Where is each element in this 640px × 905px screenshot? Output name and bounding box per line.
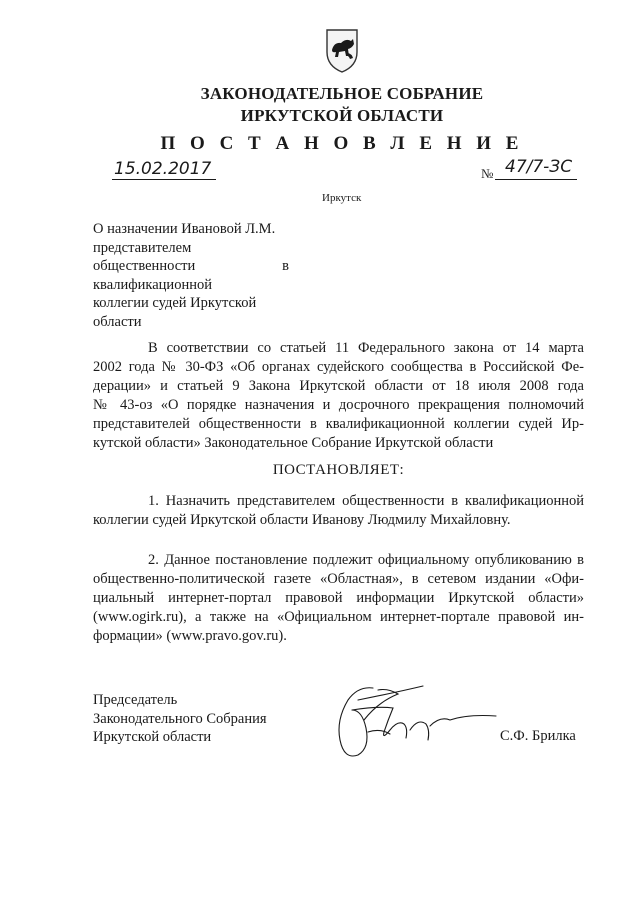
- number-sign: №: [481, 166, 494, 181]
- paragraph-line: циальный интернет-портал правовой информации Иркутской области»: [93, 590, 584, 606]
- document-date: 15.02.2017: [114, 159, 212, 179]
- paragraph-line: коллегии судей Иркутской области Иванову Людмилу Михайловну.: [93, 512, 511, 528]
- paragraph-line: 1. Назначить представителем общественности в квалификационной: [148, 493, 584, 509]
- subject-line: коллегии судей Иркутской: [93, 295, 257, 311]
- paragraph-line: кутской области» Законодательное Собрание Иркутской области: [93, 435, 494, 451]
- signatory-title-line: Председатель: [93, 692, 178, 708]
- number-underline: [495, 179, 577, 180]
- document-type-title: П О С Т А Н О В Л Е Н И Е: [160, 133, 524, 154]
- signatory-name: С.Ф. Брилка: [500, 728, 576, 744]
- paragraph-line: общественно-политической газете «Областная», в сетевом издании «Офи-: [93, 571, 584, 587]
- paragraph-line: № 43-оз «О порядке назначения и досрочного прекращения полномочий: [93, 397, 584, 413]
- date-underline: [112, 179, 216, 180]
- signatory-title-line: Иркутской области: [93, 729, 212, 745]
- paragraph-line: (www.ogirk.ru), а также на «Официальном интернет-портале правовой ин-: [93, 609, 584, 625]
- subject-line: представителем общественности в квалификационной: [93, 239, 289, 293]
- paragraph-line: дерации» и статьей 9 Закона Иркутской области от 18 июля 2008 года: [93, 378, 584, 394]
- subject-line: области: [93, 313, 142, 330]
- paragraph-line: 2002 года № 30-ФЗ «Об органах судейского сообщества в Российской Фе-: [93, 359, 584, 375]
- item-2-paragraph: [93, 551, 584, 646]
- document-number: 47/7-ЗС: [505, 157, 573, 177]
- coat-of-arms-icon: [315, 26, 369, 74]
- signatory-title-line: Законодательного Собрания: [93, 710, 267, 727]
- document-subject: [93, 220, 289, 331]
- organization-name: ЗАКОНОДАТЕЛЬНОЕ СОБРАНИЕ: [200, 84, 484, 103]
- handwritten-signature: [318, 680, 498, 770]
- preamble-paragraph: [93, 339, 584, 453]
- city-name: Иркутск: [322, 192, 362, 204]
- paragraph-line: представителей общественности в квалификационной коллегии судей Ир-: [93, 416, 584, 432]
- paragraph-line: 2. Данное постановление подлежит официальному опубликованию в: [148, 552, 584, 568]
- resolves-heading: ПОСТАНОВЛЯЕТ:: [272, 462, 405, 478]
- subject-line: О назначении Ивановой Л.М.: [93, 221, 276, 237]
- signatory-title: [93, 691, 267, 747]
- organization-region: ИРКУТСКОЙ ОБЛАСТИ: [240, 106, 444, 125]
- item-1-paragraph: [93, 492, 584, 530]
- paragraph-line: В соответствии со статьей 11 Федерального закона от 14 марта: [148, 340, 584, 356]
- paragraph-line: формации» (www.pravo.gov.ru).: [93, 628, 287, 644]
